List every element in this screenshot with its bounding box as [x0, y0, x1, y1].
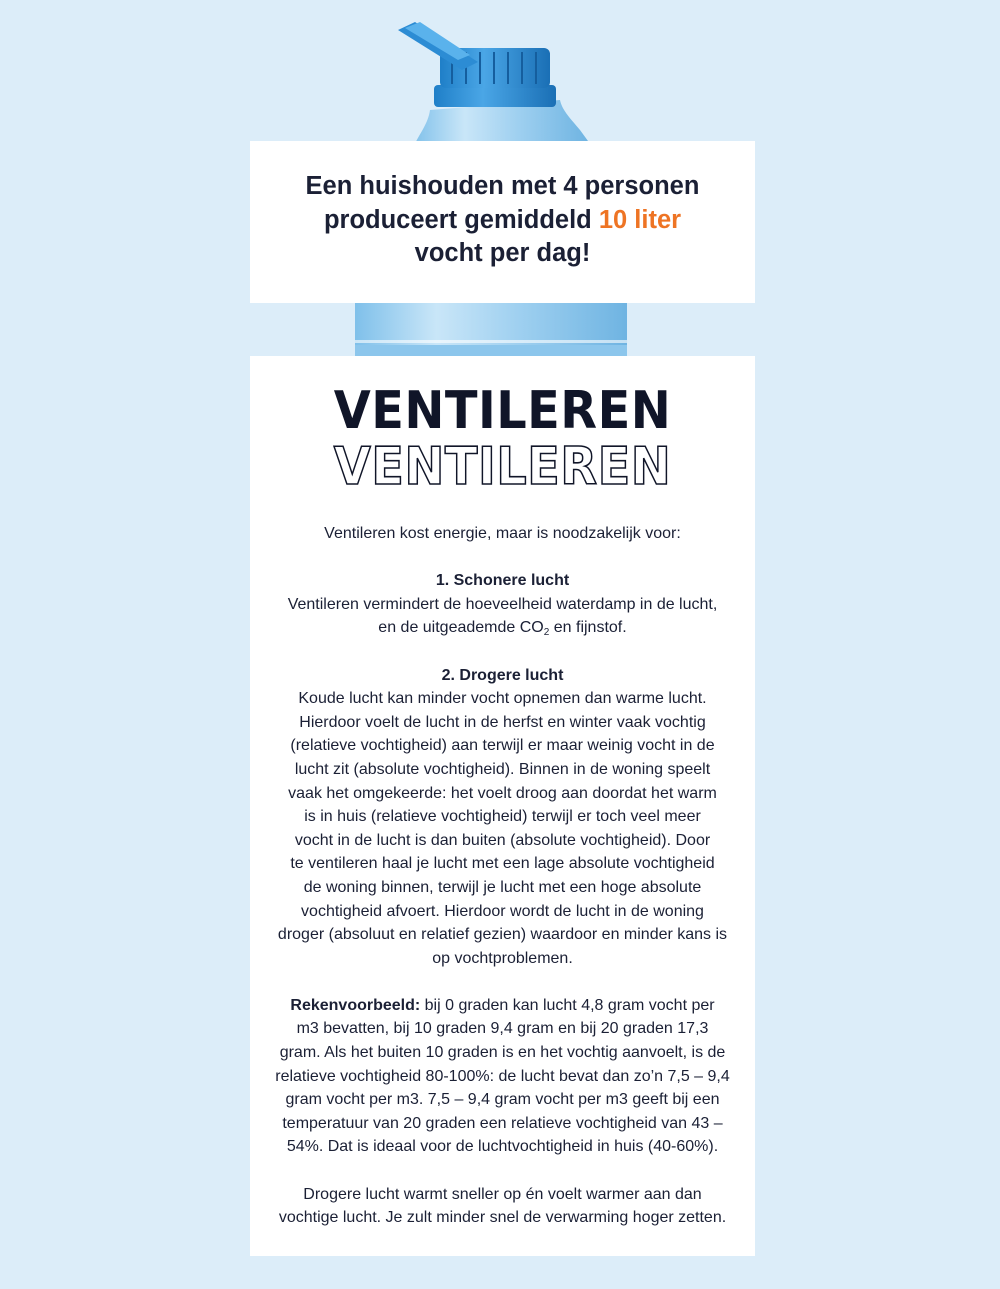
- headline-highlight: 10 liter: [598, 205, 682, 234]
- page-title: VENTILEREN: [333, 381, 672, 441]
- section-1-line: Ventileren vermindert de hoeveelheid waterdamp in de lucht,: [287, 595, 718, 613]
- headline: [250, 170, 755, 271]
- example-text: [250, 994, 755, 1159]
- section-1-line: en fijnstof.: [549, 619, 627, 637]
- section-2-line: op vochtproblemen.: [432, 949, 573, 967]
- example-line: relatieve vochtigheid 80-100%: de lucht bevat dan zo’n 7,5 – 9,4: [275, 1067, 730, 1085]
- bottle-cap: [398, 22, 556, 107]
- section-2-line: de woning binnen, terwijl je lucht met een hoge absolute: [303, 878, 702, 896]
- closing-text: [250, 1183, 755, 1230]
- section-2-line: vaak het omgekeerde: het voelt droog aan doordat het warm: [288, 784, 717, 802]
- example-line: gram. Als het buiten 10 graden is en het vochtig aanvoelt, is de: [279, 1044, 726, 1062]
- example-line: m3 bevatten, bij 10 graden 9,4 gram en bij 20 graden 17,3: [296, 1020, 709, 1038]
- intro-text: Ventileren kost energie, maar is noodzakelijk voor:: [324, 525, 681, 542]
- headline-card: [250, 141, 755, 303]
- page-title-outline: VENTILEREN: [333, 437, 672, 497]
- example-label: Rekenvoorbeeld:: [290, 996, 421, 1014]
- section-1-heading: 1. Schonere lucht: [435, 572, 570, 590]
- headline-line-3: vocht per dag!: [414, 239, 591, 267]
- closing-line: vochtige lucht. Je zult minder snel de verwarming hoger zetten.: [278, 1209, 727, 1227]
- section-2-heading: 2. Drogere lucht: [441, 666, 564, 684]
- section-2-line: Koude lucht kan minder vocht opnemen dan warme lucht.: [298, 690, 707, 708]
- example-line: 54%. Dat is ideaal voor de luchtvochtigheid in huis (40-60%).: [286, 1138, 719, 1156]
- section-1-line: en de uitgeademde CO: [378, 619, 544, 637]
- closing-line: Drogere lucht warmt sneller op én voelt warmer aan dan: [303, 1185, 702, 1203]
- example-line: bij 0 graden kan lucht 4,8 gram vocht per: [420, 996, 715, 1014]
- section-2-text: [250, 687, 755, 970]
- section-2-line: lucht zit (absolute vochtigheid). Binnen in de woning speelt: [294, 760, 711, 778]
- example-line: gram vocht per m3. 7,5 – 9,4 gram vocht per m3 geeft bij een: [285, 1091, 720, 1109]
- section-2-line: (relatieve vochtigheid) aan terwijl er maar weinig vocht in de: [290, 737, 715, 755]
- section-2-line: vochtigheid afvoert. Hierdoor wordt de lucht in de woning: [301, 902, 704, 920]
- ventileren-card: [250, 356, 755, 1256]
- example-line: temperatuur van 20 graden een relatieve vochtigheid van 43 –: [282, 1114, 723, 1132]
- section-2-line: Hierdoor voelt de lucht in de herfst en winter vaak vochtig: [299, 713, 706, 731]
- section-2-line: te ventileren haal je lucht met een lage absolute vochtigheid: [290, 855, 715, 873]
- section-2-line: is in huis (relatieve vochtigheid) terwijl er toch veel meer: [304, 808, 701, 826]
- section-1-text: [250, 593, 755, 640]
- section-2-line: vocht in de lucht is dan buiten (absolute vochtigheid). Door: [294, 831, 711, 849]
- co2-subscript: 2: [543, 627, 550, 639]
- headline-line-2: produceert gemiddeld: [323, 205, 599, 234]
- section-2-line: droger (absoluut en relatief gezien) waardoor en minder kans is: [277, 926, 728, 944]
- headline-line-1: Een huishouden met 4 personen: [305, 172, 700, 200]
